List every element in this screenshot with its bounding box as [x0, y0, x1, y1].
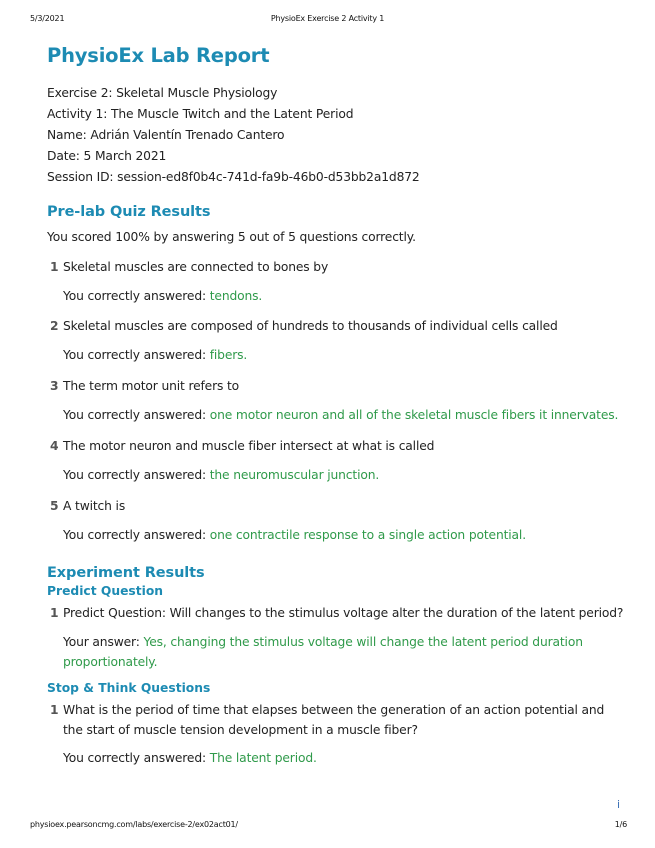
question-text: 4 The motor neuron and muscle fiber intersect at what is called	[47, 436, 627, 456]
question-number: 1	[50, 606, 59, 620]
question-number: 2	[50, 319, 59, 333]
question-text: 3 The term motor unit refers to	[47, 376, 627, 396]
quiz-question	[47, 436, 627, 485]
correct-answer: fibers.	[209, 348, 248, 362]
lab-report	[47, 44, 627, 768]
experiment-heading: Experiment Results	[47, 565, 205, 581]
session-id: Session ID: session-ed8f0b4c-741d-fa9b-46b0-d53bb2a1d872	[47, 170, 420, 184]
question-number: 4	[50, 439, 59, 453]
quiz-question	[47, 376, 627, 425]
correct-answer: one contractile response to a single action potential.	[209, 528, 526, 542]
print-title: PhysioEx Exercise 2 Activity 1	[270, 14, 385, 23]
stop-think-heading: Stop & Think Questions	[47, 681, 211, 695]
prelab-heading: Pre-lab Quiz Results	[47, 204, 211, 220]
stop-think-question	[47, 700, 627, 768]
stray-mark: i	[617, 798, 621, 811]
student-answer: Yes, changing the stimulus voltage will change the latent period duration proportionately.	[63, 635, 583, 669]
question-number: 1	[50, 260, 59, 274]
print-date: 5/3/2021	[30, 14, 65, 23]
answer-line: You correctly answered: fibers.	[63, 348, 248, 362]
report-title: PhysioEx Lab Report	[47, 44, 270, 67]
question-text: 1 What is the period of time that elapses between the generation of an action potential and the start of muscle tension development in a muscle fiber?	[47, 700, 627, 740]
student-name: Name: Adrián Valentín Trenado Cantero	[47, 128, 285, 142]
quiz-question	[47, 257, 627, 306]
quiz-question	[47, 496, 627, 545]
correct-answer: one motor neuron and all of the skeletal muscle fibers it innervates.	[209, 408, 619, 422]
answer-line: You correctly answered: the neuromuscular junction.	[63, 468, 380, 482]
question-text: 1 Skeletal muscles are connected to bones by	[47, 257, 627, 277]
answer-line: You correctly answered: The latent period.	[63, 751, 317, 765]
answer-line: You correctly answered: tendons.	[63, 289, 263, 303]
report-meta	[47, 83, 627, 188]
print-url: physioex.pearsoncmg.com/labs/exercise-2/ex02act01/	[30, 820, 238, 829]
correct-answer: The latent period.	[209, 751, 317, 765]
predict-question	[47, 603, 627, 672]
question-number: 3	[50, 379, 59, 393]
prelab-score: You scored 100% by answering 5 out of 5 questions correctly.	[47, 230, 416, 244]
answer-line: You correctly answered: one contractile response to a single action potential.	[63, 528, 526, 542]
activity-line: Activity 1: The Muscle Twitch and the Latent Period	[47, 107, 354, 121]
answer-line: Your answer: Yes, changing the stimulus voltage will change the latent period duration proportionately.	[63, 635, 583, 669]
quiz-question	[47, 316, 627, 365]
correct-answer: tendons.	[209, 289, 263, 303]
report-date: Date: 5 March 2021	[47, 149, 167, 163]
question-text: 5 A twitch is	[47, 496, 627, 516]
correct-answer: the neuromuscular junction.	[209, 468, 380, 482]
question-number: 5	[50, 499, 59, 513]
page-number: 1/6	[614, 820, 627, 829]
question-number: 1	[50, 703, 59, 717]
answer-line: You correctly answered: one motor neuron and all of the skeletal muscle fibers it innervates.	[63, 408, 619, 422]
predict-heading: Predict Question	[47, 584, 164, 598]
question-text: 2 Skeletal muscles are composed of hundreds to thousands of individual cells called	[47, 316, 627, 336]
exercise-line: Exercise 2: Skeletal Muscle Physiology	[47, 86, 278, 100]
question-text: 1 Predict Question: Will changes to the stimulus voltage alter the duration of the latent period?	[47, 603, 627, 623]
